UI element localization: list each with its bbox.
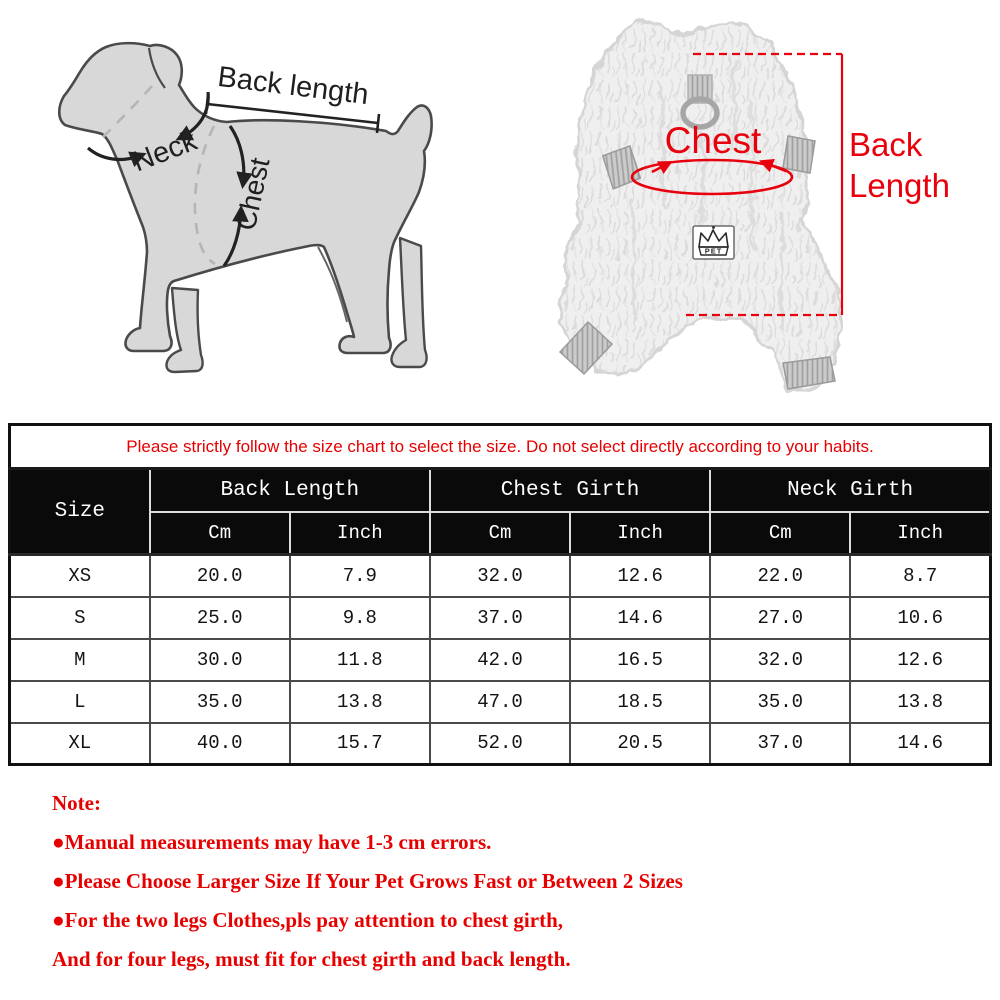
unit-header: Inch bbox=[570, 512, 710, 555]
value-cell: 37.0 bbox=[430, 597, 570, 639]
sleeve-cuff-right bbox=[783, 136, 815, 173]
pet-tag-label: PET bbox=[704, 246, 723, 256]
value-cell: 14.6 bbox=[570, 597, 710, 639]
value-cell: 35.0 bbox=[710, 681, 850, 723]
value-cell: 42.0 bbox=[430, 639, 570, 681]
group-header-row bbox=[10, 469, 991, 512]
size-table bbox=[8, 423, 992, 766]
value-cell: 16.5 bbox=[570, 639, 710, 681]
note-line: ●Please Choose Larger Size If Your Pet Grows Fast or Between 2 Sizes bbox=[52, 869, 683, 893]
note-title: Note: bbox=[52, 791, 101, 815]
value-cell: 20.5 bbox=[570, 723, 710, 765]
dog-far-rear-leg bbox=[391, 238, 426, 367]
chest-annotation-label: Chest bbox=[664, 120, 762, 161]
size-chart-notice: Please strictly follow the size chart to select the size. Do not select directly according to your habits. bbox=[10, 425, 991, 469]
value-cell: 18.5 bbox=[570, 681, 710, 723]
table-row-xs bbox=[10, 555, 991, 597]
dog-far-front-leg bbox=[166, 288, 202, 372]
value-cell: 47.0 bbox=[430, 681, 570, 723]
value-cell: 13.8 bbox=[850, 681, 990, 723]
value-cell: 13.8 bbox=[290, 681, 430, 723]
value-cell: 7.9 bbox=[290, 555, 430, 597]
chest-label: Chest bbox=[229, 155, 276, 234]
pet-tag bbox=[693, 226, 734, 259]
chest-girth-group-header: Chest Girth bbox=[430, 469, 710, 512]
value-cell: 15.7 bbox=[290, 723, 430, 765]
unit-header: Cm bbox=[150, 512, 290, 555]
notice-row bbox=[10, 425, 991, 469]
value-cell: 22.0 bbox=[710, 555, 850, 597]
value-cell: 32.0 bbox=[710, 639, 850, 681]
note-line: ●For the two legs Clothes,pls pay attention to chest girth, bbox=[52, 908, 564, 932]
table-row-m bbox=[10, 639, 991, 681]
back-length-group-header: Back Length bbox=[150, 469, 430, 512]
dog-measurement-diagram bbox=[0, 0, 500, 410]
value-cell: 40.0 bbox=[150, 723, 290, 765]
note-line: And for four legs, must fit for chest girth and back length. bbox=[52, 947, 571, 971]
size-cell: L bbox=[10, 681, 150, 723]
value-cell: 25.0 bbox=[150, 597, 290, 639]
table-row-xl bbox=[10, 723, 991, 765]
value-cell: 10.6 bbox=[850, 597, 990, 639]
unit-header: Inch bbox=[850, 512, 990, 555]
value-cell: 27.0 bbox=[710, 597, 850, 639]
value-cell: 35.0 bbox=[150, 681, 290, 723]
leg-cuff-right bbox=[783, 357, 835, 389]
size-cell: XS bbox=[10, 555, 150, 597]
value-cell: 37.0 bbox=[710, 723, 850, 765]
size-column-header: Size bbox=[10, 469, 150, 555]
value-cell: 32.0 bbox=[430, 555, 570, 597]
value-cell: 52.0 bbox=[430, 723, 570, 765]
unit-header-row bbox=[10, 512, 991, 555]
unit-header: Cm bbox=[710, 512, 850, 555]
table-row-l bbox=[10, 681, 991, 723]
value-cell: 12.6 bbox=[570, 555, 710, 597]
note-section bbox=[52, 784, 952, 979]
unit-header: Cm bbox=[430, 512, 570, 555]
value-cell: 11.8 bbox=[290, 639, 430, 681]
value-cell: 20.0 bbox=[150, 555, 290, 597]
unit-header: Inch bbox=[290, 512, 430, 555]
value-cell: 8.7 bbox=[850, 555, 990, 597]
value-cell: 12.6 bbox=[850, 639, 990, 681]
size-cell: XL bbox=[10, 723, 150, 765]
table-row-s bbox=[10, 597, 991, 639]
value-cell: 14.6 bbox=[850, 723, 990, 765]
back-length-label: Back length bbox=[215, 60, 371, 112]
neck-girth-group-header: Neck Girth bbox=[710, 469, 990, 512]
neck-label: Neck bbox=[128, 124, 202, 179]
note-line: ●Manual measurements may have 1-3 cm errors. bbox=[52, 830, 492, 854]
value-cell: 9.8 bbox=[290, 597, 430, 639]
value-cell: 30.0 bbox=[150, 639, 290, 681]
back-length-annotation-label: Back Length bbox=[849, 126, 950, 204]
size-cell: S bbox=[10, 597, 150, 639]
size-cell: M bbox=[10, 639, 150, 681]
